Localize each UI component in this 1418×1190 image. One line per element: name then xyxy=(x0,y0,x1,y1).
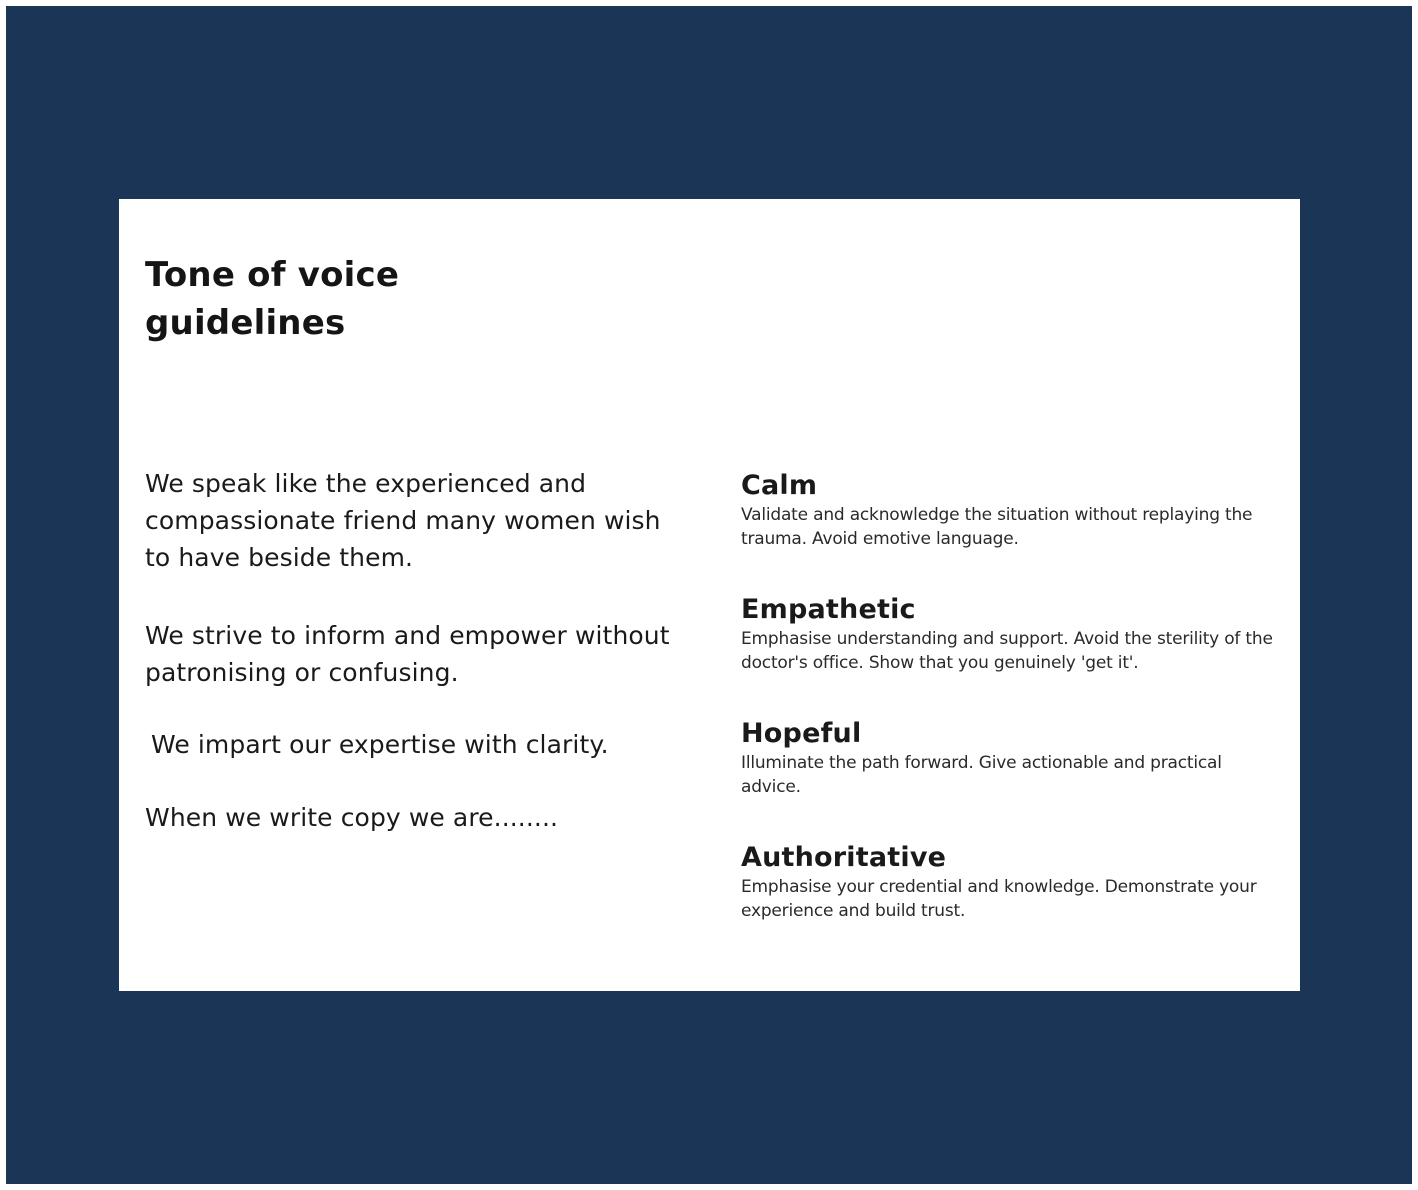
trait-empathetic xyxy=(741,593,1286,675)
intro-paragraph-inform: We strive to inform and empower without patronising or confusing. xyxy=(145,621,670,687)
intro-paragraph-clarity: We impart our expertise with clarity. xyxy=(151,730,609,759)
trait-description: Emphasise understanding and support. Avoid the sterility of the doctor's office. Show that you genuinely 'get it'. xyxy=(741,629,1273,673)
trait-authoritative xyxy=(741,841,1286,923)
trait-description: Illuminate the path forward. Give actionable and practical advice. xyxy=(741,753,1222,797)
trait-description: Emphasise your credential and knowledge. Demonstrate your experience and build trust. xyxy=(741,877,1257,921)
trait-hopeful xyxy=(741,717,1286,799)
trait-name: Hopeful xyxy=(741,718,862,749)
page-title: Tone of voice guidelines xyxy=(145,255,400,343)
page-background xyxy=(6,6,1412,1184)
trait-name: Empathetic xyxy=(741,594,916,625)
trait-name: Authoritative xyxy=(741,842,947,873)
guidelines-card xyxy=(119,199,1300,991)
trait-calm xyxy=(741,469,1286,551)
intro-paragraph-friend: We speak like the experienced and compassionate friend many women wish to have beside them. xyxy=(145,469,661,572)
trait-description: Validate and acknowledge the situation without replaying the trauma. Avoid emotive language. xyxy=(741,505,1253,549)
trait-name: Calm xyxy=(741,470,818,501)
intro-paragraph-lead-in: When we write copy we are........ xyxy=(145,803,559,832)
